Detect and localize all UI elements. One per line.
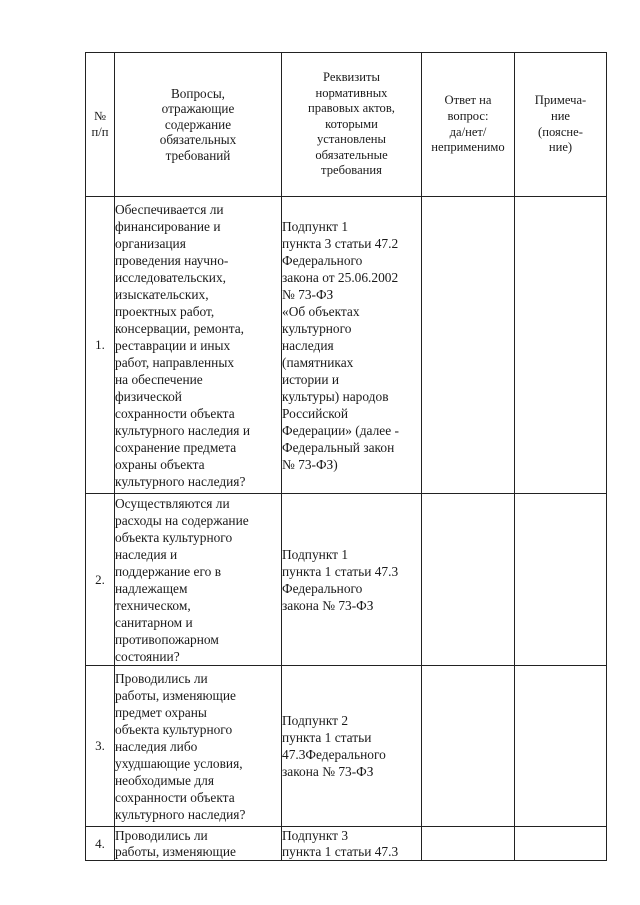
header-questions: Вопросы, отражающие содержание обязательных требований [115, 53, 282, 197]
row-answer-cell[interactable] [422, 666, 515, 827]
table-header-row [86, 53, 607, 197]
table-row [86, 197, 607, 494]
header-requisites: Реквизиты нормативных правовых актов, которыми установлены обязательные требования [282, 53, 422, 197]
row-requisite: Подпункт 1 пункта 3 статьи 47.2 Федерального закона от 25.06.2002 № 73-ФЗ «Об объектах культурного наследия (памятниках истории и культуры) народов Российской Федерации» (далее - Федеральный закон № 73-ФЗ) [282, 197, 422, 494]
header-note: Примеча- ние (поясне- ние) [515, 53, 607, 197]
row-note-cell[interactable] [515, 827, 607, 861]
header-answer: Ответ на вопрос: да/нет/ неприменимо [422, 53, 515, 197]
row-answer-cell[interactable] [422, 197, 515, 494]
row-number: 2. [86, 494, 115, 666]
row-requisite: Подпункт 3 пункта 1 статьи 47.3 [282, 827, 422, 861]
table-row [86, 494, 607, 666]
row-question: Проводились ли работы, изменяющие [115, 827, 282, 861]
row-number: 3. [86, 666, 115, 827]
row-answer-cell[interactable] [422, 494, 515, 666]
row-number: 4. [86, 827, 115, 861]
row-question: Осуществляются ли расходы на содержание объекта культурного наследия и поддержание его в надлежащем техническом, санитарном и противопожарном состоянии? [115, 494, 282, 666]
table-row [86, 827, 607, 861]
requirements-checklist-table [85, 52, 607, 861]
header-number: № п/п [86, 53, 115, 197]
row-question: Обеспечивается ли финансирование и организация проведения научно- исследовательских, изыскательских, проектных работ, консервации, ремонта, реставрации и иных работ, направленных на обеспечение физической сохранности объекта культурного наследия и сохранение предмета охраны объекта культурного наследия? [115, 197, 282, 494]
row-note-cell[interactable] [515, 666, 607, 827]
table-row [86, 666, 607, 827]
row-number: 1. [86, 197, 115, 494]
row-requisite: Подпункт 1 пункта 1 статьи 47.3 Федерального закона № 73-ФЗ [282, 494, 422, 666]
row-question: Проводились ли работы, изменяющие предмет охраны объекта культурного наследия либо ухудшающие условия, необходимые для сохранности объекта культурного наследия? [115, 666, 282, 827]
row-answer-cell[interactable] [422, 827, 515, 861]
row-note-cell[interactable] [515, 494, 607, 666]
row-requisite: Подпункт 2 пункта 1 статьи 47.3Федерального закона № 73-ФЗ [282, 666, 422, 827]
row-note-cell[interactable] [515, 197, 607, 494]
